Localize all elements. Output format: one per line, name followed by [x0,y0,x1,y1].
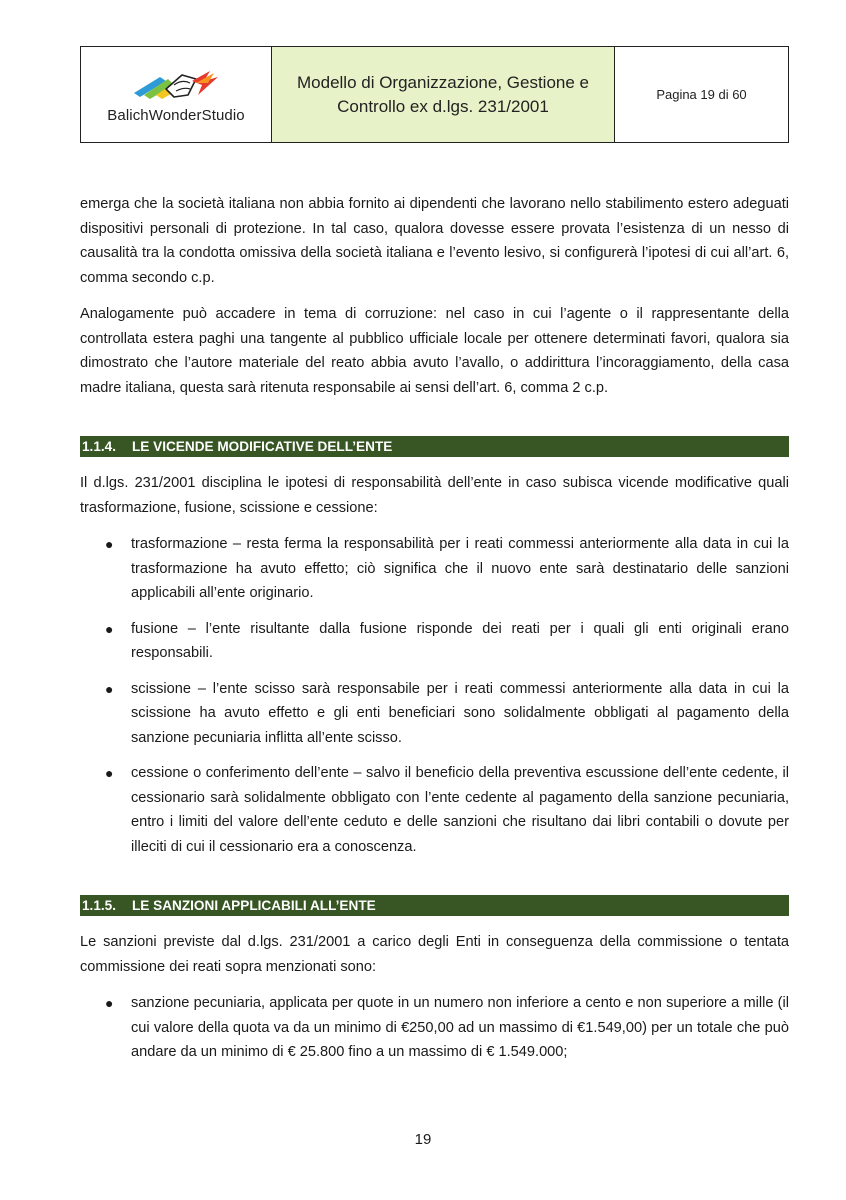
bullet-list-sanzioni [80,991,789,1065]
bullet-icon: ● [105,620,114,637]
document-header [80,46,789,143]
section-title: LE SANZIONI APPLICABILI ALL’ENTE [132,898,376,913]
section-title: LE VICENDE MODIFICATIVE DELL’ENTE [132,439,393,454]
bullet-icon: ● [105,995,114,1011]
bullet-icon: ● [105,536,114,552]
page-content [80,192,789,1076]
section-number: 1.1.5. [82,898,117,913]
paragraph-2: Analogamente può accadere in tema di corruzione: nel caso in cui l’agente o il rappresentante della controllata estera paghi una tangente al pubblico ufficiale locale per ottenere determinati favori, qualora sia dimostrato che l’autore materiale del reato abbia avuto l’avallo, o addirittura l’incoraggiamento, della casa madre italiana, questa sarà ritenuta responsabile ai sensi dell’art. 6, comma 2 c.p. [80,306,789,396]
bullet-icon: ● [105,765,114,781]
section-intro: Il d.lgs. 231/2001 disciplina le ipotesi di responsabilità dell’ente in caso subisca vicende modificative quali trasformazione, fusione, scissione e cessione: [80,475,789,516]
company-logo [81,47,272,142]
list-item: ● cessione o conferimento dell’ente – salvo il beneficio della preventiva escussione dell’ente cedente, il cessionario sarà solidalmente obbligato con l’ente cedente al pagamento della sanzione pecuniaria, entro i limiti del valore dell’ente ceduto e delle sanzioni che risultano dai libri contabili o dovute per illeciti di cui il cessionario era a conoscenza. [80,761,789,859]
document-title-line1: Modello di Organizzazione, Gestione e [297,72,589,92]
section-heading-1-1-4 [80,436,789,457]
bullet-icon: ● [105,680,114,697]
document-title-line2: Controllo ex d.lgs. 231/2001 [337,96,549,116]
list-item: ● sanzione pecuniaria, applicata per quote in un numero non inferiore a cento e non superiore a mille (il cui valore della quota va da un minimo di €250,00 ad un massimo di €1.549,00) per un totale che può andare da un minimo di € 25.800 fino a un massimo di € 1.549.000; [80,991,789,1065]
page-indicator: Pagina 19 di 60 [656,87,747,102]
logo-text: BalichWonderStudio [107,107,245,124]
paragraph-1: emerga che la società italiana non abbia fornito ai dipendenti che lavorano nello stabilimento estero adeguati dispositivi personali di protezione. In tal caso, qualora dovesse essere provata l’esistenza di un nesso di causalità tra la condotta omissiva della società italiana e l’evento lesivo, si configurerà l’ipotesi di cui all’art. 6, comma secondo c.p. [80,196,789,286]
list-item: ● trasformazione – resta ferma la responsabilità per i reati commessi anteriormente alla data in cui la trasformazione ha avuto effetto; ciò significa che il nuovo ente sarà destinatario delle sanzioni applicabili all’ente originario. [80,532,789,606]
section-number: 1.1.4. [82,439,117,454]
page-number: 19 [414,1131,432,1148]
list-item: ● fusione – l’ente risultante dalla fusione risponde dei reati per i quali gli enti originali erano responsabili. [80,617,789,666]
list-item: ● scissione – l’ente scisso sarà responsabile per i reati commessi anteriormente alla data in cui la scissione ha avuto effetto e gli enti beneficiari sono solidalmente obbligati al pagamento della sanzione pecuniaria inflitta all’ente scisso. [80,677,789,751]
logo-icon [130,65,222,105]
section-intro: Le sanzioni previste dal d.lgs. 231/2001 a carico degli Enti in conseguenza della commissione o tentata commissione dei reati sopra menzionati sono: [80,934,789,975]
bullet-list-modifiche [80,532,789,859]
document-title [272,47,615,142]
section-heading-1-1-5 [80,895,789,916]
